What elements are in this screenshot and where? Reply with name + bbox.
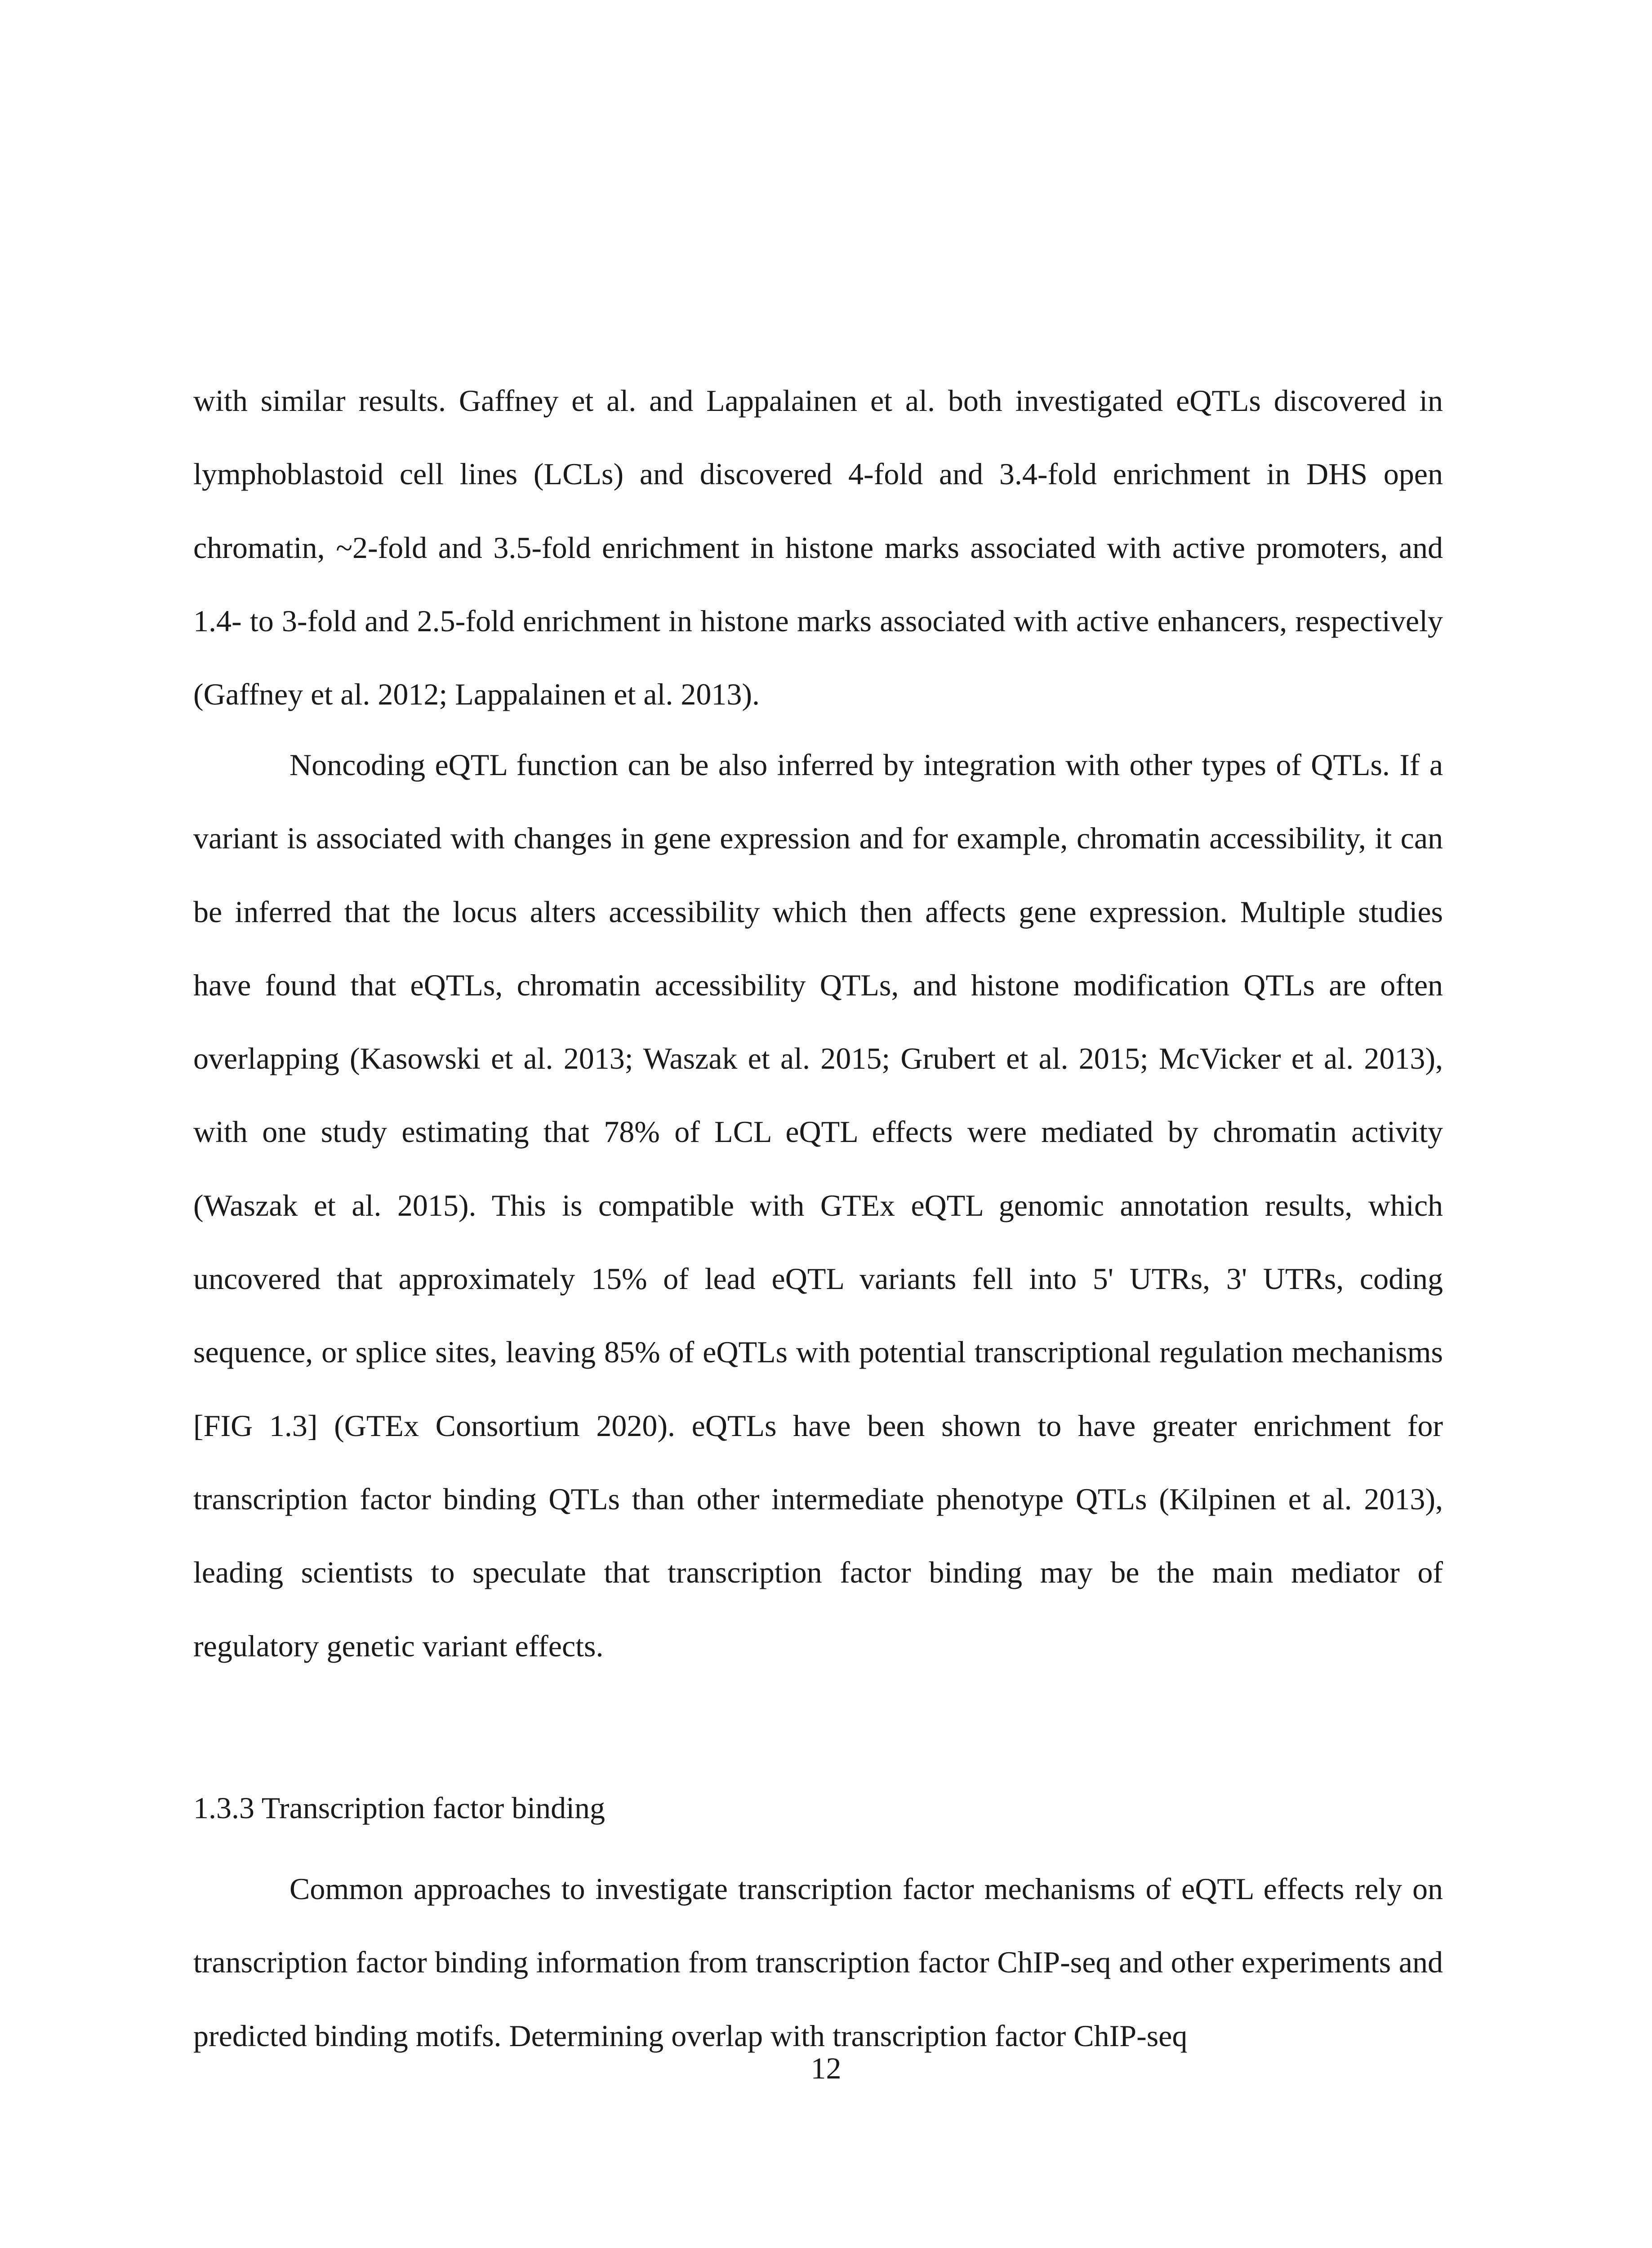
body-text-block-2	[193, 728, 1443, 1683]
paragraph-transcription-factor: Common approaches to investigate transcription factor mechanisms of eQTL effects rely on transcription factor binding information from transcription factor ChIP-seq and other experiments and predicted binding motifs. Determining overlap with transcription factor ChIP-seq	[193, 1872, 1443, 2053]
paragraph-continuation: with similar results. Gaffney et al. and Lappalainen et al. both investigated eQTLs discovered in lymphoblastoid cell lines (LCLs) and discovered 4-fold and 3.4-fold enrichment in DHS open chromatin, ~2-fold and 3.5-fold enrichment in histone marks associated with active promoters, and 1.4- to 3-fold and 2.5-fold enrichment in histone marks associated with active enhancers, respectively (Gaffney et al. 2012; Lappalainen et al. 2013).	[193, 384, 1443, 712]
section-heading: 1.3.3 Transcription factor binding	[193, 1791, 606, 1825]
body-text-block-1	[193, 364, 1443, 731]
paragraph-noncoding-eqtl: Noncoding eQTL function can be also inferred by integration with other types of QTLs. If a variant is associated with changes in gene expression and for example, chromatin accessibility, it can be inferred that the locus alters accessibility which then affects gene expression. Multiple studies have found that eQTLs, chromatin accessibility QTLs, and histone modification QTLs are often overlapping (Kasowski et al. 2013; Waszak et al. 2015; Grubert et al. 2015; McVicker et al. 2013), with one study estimating that 78% of LCL eQTL effects were mediated by chromatin activity (Waszak et al. 2015). This is compatible with GTEx eQTL genomic annotation results, which uncovered that approximately 15% of lead eQTL variants fell into 5' UTRs, 3' UTRs, coding sequence, or splice sites, leaving 85% of eQTLs with potential transcriptional regulation mechanisms [FIG 1.3] (GTEx Consortium 2020). eQTLs have been shown to have greater enrichment for transcription factor binding QTLs than other intermediate phenotype QTLs (Kilpinen et al. 2013), leading scientists to speculate that transcription factor binding may be the main mediator of regulatory genetic variant effects.	[193, 748, 1443, 1663]
page-number: 12	[810, 2051, 842, 2085]
body-text-block-3	[193, 1852, 1443, 2073]
